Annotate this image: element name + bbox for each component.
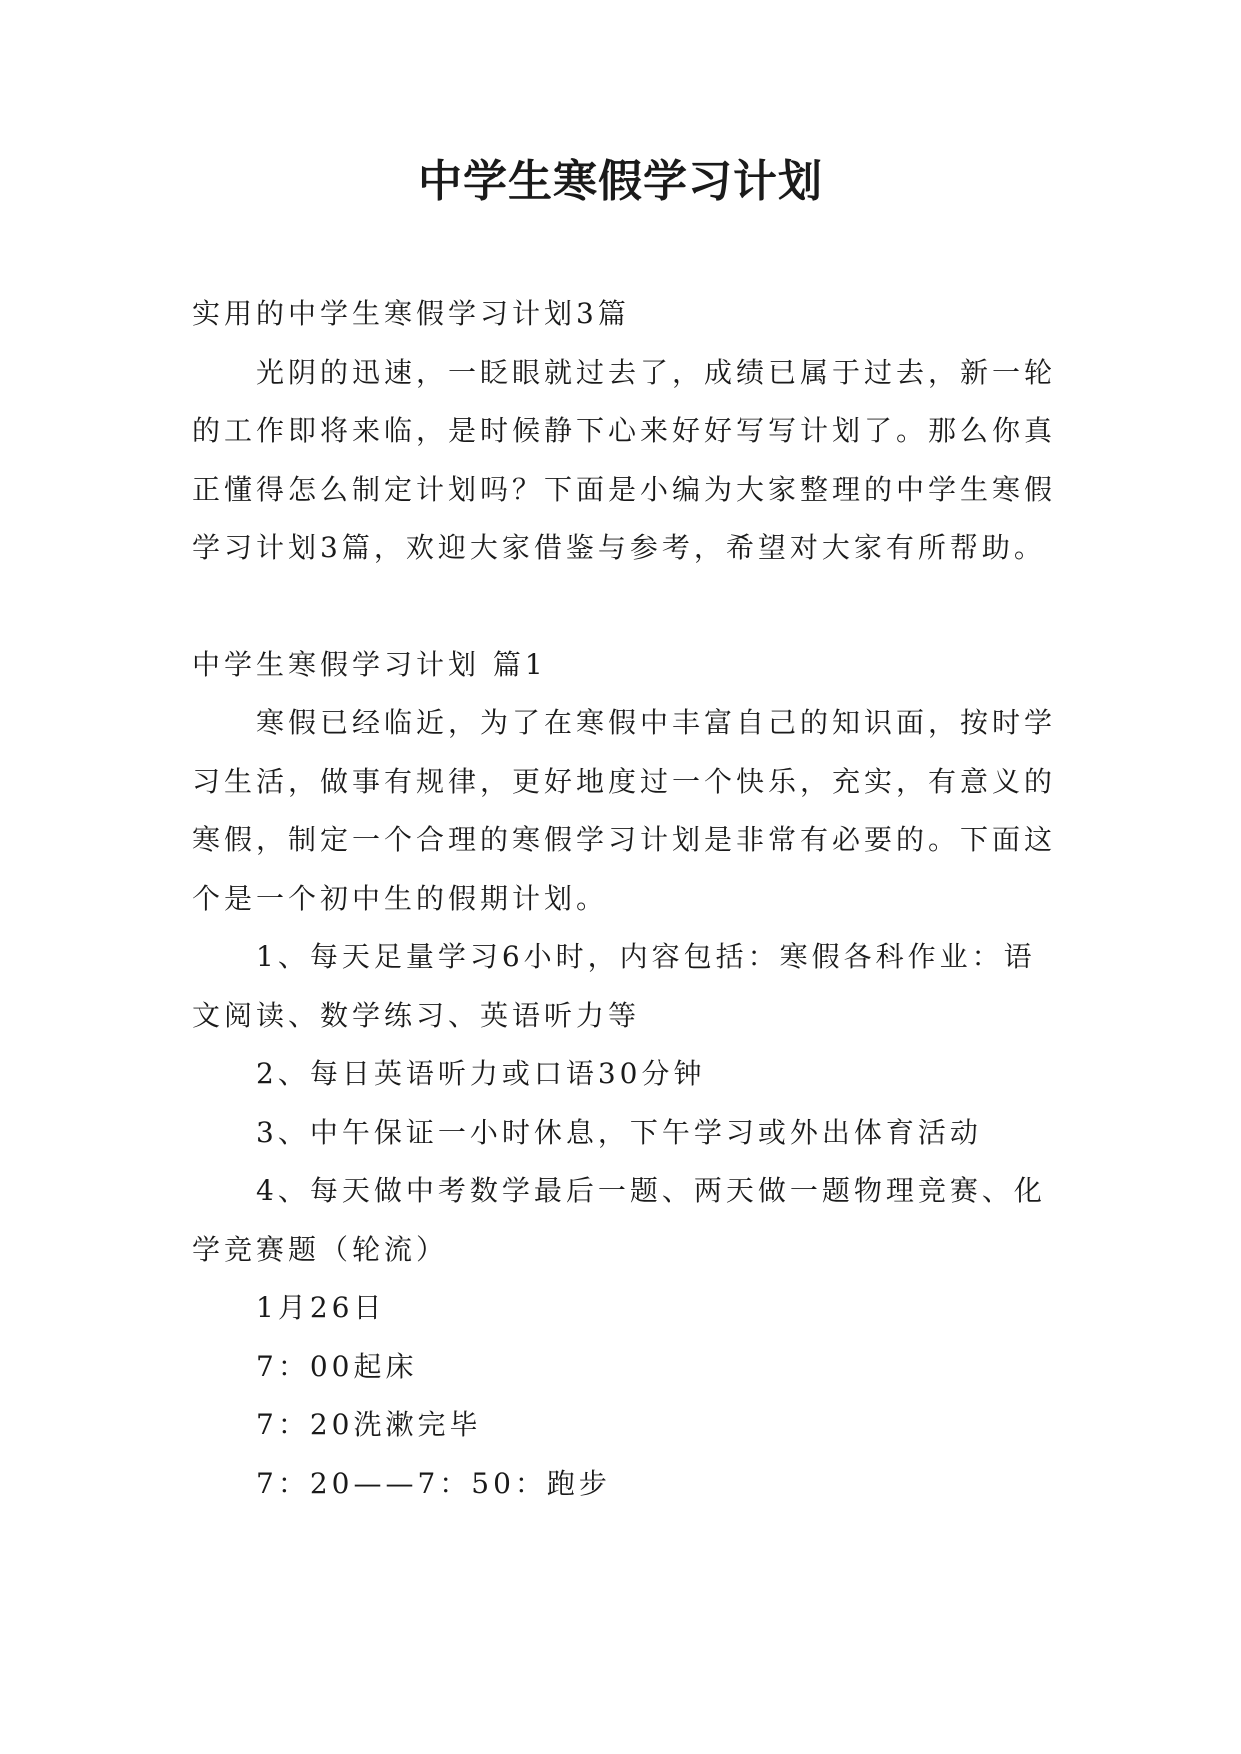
section-paragraph: 寒假已经临近，为了在寒假中丰富自己的知识面，按时学习生活，做事有规律，更好地度过一个快乐，充实，有意义的寒假，制定一个合理的寒假学习计划是非常有必要的。下面这个是一个初中生的假期计划。 bbox=[192, 706, 1057, 915]
plan-item: 3、中午保证一小时休息，下午学习或外出体育活动 bbox=[256, 1115, 982, 1149]
plan-item: 4、每天做中考数学最后一题、两天做一题物理竞赛、化学竞赛题（轮流） bbox=[192, 1174, 1046, 1266]
document-body bbox=[192, 285, 1062, 1513]
section-heading: 中学生寒假学习计划 篇1 bbox=[192, 647, 547, 681]
schedule-entry: 7：00起床 bbox=[256, 1349, 418, 1383]
plan-item: 1、每天足量学习6小时，内容包括：寒假各科作业：语文阅读、数学练习、英语听力等 bbox=[192, 940, 1036, 1032]
document-subtitle: 实用的中学生寒假学习计划3篇 bbox=[192, 297, 630, 330]
schedule-entry: 7：20洗漱完毕 bbox=[256, 1408, 482, 1441]
schedule-entry: 7：20——7：50：跑步 bbox=[256, 1466, 611, 1500]
section-spacer bbox=[192, 578, 1062, 636]
intro-paragraph: 光阴的迅速，一眨眼就过去了，成绩已属于过去，新一轮的工作即将来临，是时候静下心来好好写写计划了。那么你真正懂得怎么制定计划吗？下面是小编为大家整理的中学生寒假学习计划3篇，欢迎大家借鉴与参考，希望对大家有所帮助。 bbox=[192, 355, 1057, 564]
document-title: 中学生寒假学习计划 bbox=[418, 156, 823, 207]
plan-item: 2、每日英语听力或口语30分钟 bbox=[256, 1057, 706, 1090]
schedule-date: 1月26日 bbox=[256, 1291, 386, 1324]
